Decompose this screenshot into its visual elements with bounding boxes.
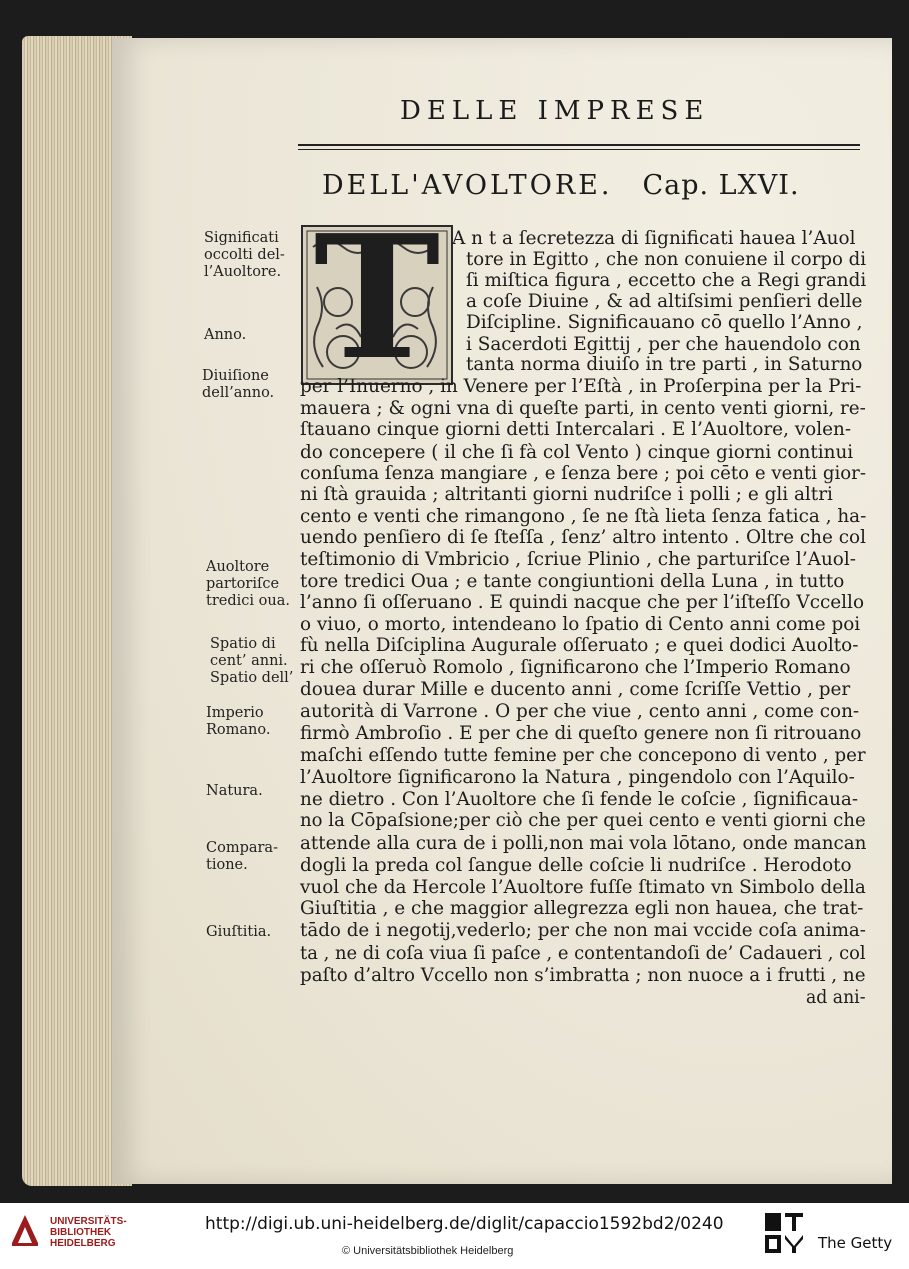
margin-note-line: Romano. (206, 722, 271, 738)
body-line: douea durar Mille e ducento anni , come ſcriſſe Vettio , per (300, 679, 851, 700)
margin-note-line: Natura. (206, 783, 263, 799)
margin-note (206, 559, 290, 610)
body-line: uendo penſiero di ſe ſteſſa , ſenz’ altro intento . Oltre che col (300, 527, 866, 548)
university-logo-icon[interactable] (10, 1213, 40, 1247)
body-line: maſchi eſſendo tutte femine per che concepono di vento , per (300, 745, 866, 766)
body-line: conſuma ſenza mangiare , e ſenza bere ; poi cēto e venti gior- (300, 463, 866, 484)
body-line: o viuo, o morto, intendeano lo ſpatio di Cento anni come poi (300, 614, 861, 635)
body-line: ne dietro . Con l’Auoltore che ſi fende le coſcie , ſignificaua- (300, 789, 859, 810)
body-line: do concepere ( il che ſi fà col Vento ) cinque giorni continui (300, 442, 854, 463)
body-line: ta , ne di coſa viua ſi paſce , e contentandoſi de’ Cadaueri , col (300, 943, 866, 964)
copyright-notice: © Universitätsbibliothek Heidelberg (342, 1245, 514, 1257)
university-name-line-3: HEIDELBERG (50, 1238, 116, 1249)
margin-note-line: Imperio (206, 705, 264, 721)
body-line: per l’Inuerno , in Venere per l’Eſtà , in Proſerpina per la Pri- (300, 376, 862, 397)
body-line: cento e venti che rimangono , ſe ne ſtà lieta ſenza fatica , ha- (300, 506, 867, 527)
body-line: ſtauano cinque giorni detti Intercalari . E l’Auoltore, volen- (300, 419, 852, 440)
body-line: no la Cōpaſsione;per ciò che per quei cento e venti giorni che (300, 810, 866, 831)
margin-note (206, 705, 270, 739)
body-line: A n t a ſecretezza di ſignificati hauea l’Auol (452, 228, 856, 249)
body-line: paſto d’altro Vccello non s’imbratta ; non nuoce a i frutti , ne (300, 965, 866, 986)
partner-name[interactable]: The Getty (818, 1234, 893, 1252)
body-line: l’Auoltore ſignificarono la Natura , pingendolo con l’Aquilo- (300, 767, 855, 788)
body-line: vuol che da Hercole l’Auoltore fuſſe ſtimato vn Simbolo della (300, 877, 866, 898)
margin-note (210, 636, 293, 687)
margin-note-line: Anno. (204, 327, 247, 343)
header-rule (298, 144, 860, 146)
initial-letter: T (313, 225, 441, 385)
body-line: ri che oſſeruò Romolo , ſignificarono che l’Imperio Romano (300, 657, 851, 678)
margin-note-line: Spatio di (210, 636, 276, 652)
margin-note-line: tredici oua. (206, 593, 290, 609)
margin-note-line: Significati (204, 230, 279, 246)
body-line: firmò Ambroſio . E per che di queſto genere non ſi ritrouano (300, 723, 862, 744)
body-line: ſi miſtica figura , eccetto che a Regi grandi (466, 270, 867, 291)
university-name-line-1: UNIVERSITÄTS- (50, 1216, 127, 1227)
body-line: tore in Egitto , che non conuiene il corpo di (466, 249, 867, 270)
running-head: DELLE IMPRESE (400, 96, 710, 126)
body-line: l’anno ſi oſſeruano . E quindi nacque che per l’iſteſſo Vccello (300, 592, 865, 613)
body-line: Diſcipline. Significauano cō quello l’Anno , (466, 312, 863, 333)
header-rule-thin (298, 149, 860, 150)
university-name[interactable] (50, 1216, 127, 1249)
body-line: i Sacerdoti Egittij , per che hauendolo con (466, 334, 861, 355)
margin-note-line: Giuſtitia. (206, 924, 272, 940)
body-line: ni ſtà grauida ; altritanti giorni nudriſce i polli ; e gli altri (300, 484, 833, 505)
margin-note-line: Auoltore (206, 559, 270, 575)
margin-note-line: Diuiſione (202, 368, 269, 384)
university-name-line-2: BIBLIOTHEK (50, 1227, 112, 1238)
body-line: tore tredici Oua ; e tante congiuntioni della Luna , in tutto (300, 571, 845, 592)
body-line: dogli la preda col ſangue delle coſcie li nudriſce . Herodoto (300, 855, 852, 876)
margin-note (206, 783, 263, 800)
chapter-heading (322, 170, 800, 201)
chapter-title: DELL'AVOLTORE. (322, 170, 613, 201)
margin-note-line: Spatio dell’ (210, 670, 294, 686)
chapter-number: Cap. LXVI. (642, 170, 800, 201)
margin-note-line: Compara- (206, 840, 278, 856)
body-line: mauera ; & ogni vna di queſte parti, in cento venti giorni, re- (300, 398, 866, 419)
body-line: attende alla cura de i polli,non mai vola lōtano, onde mancan (300, 833, 867, 854)
body-line: tādo de i negotij,vederlo; per che non mai vccide coſa anima- (300, 920, 866, 941)
margin-note (202, 368, 274, 402)
margin-note-line: dell’anno. (202, 385, 275, 401)
margin-note (206, 924, 271, 941)
margin-note-line: tione. (206, 857, 248, 873)
body-line: Giuſtitia , e che maggior allegrezza egli non hauea, che trat- (300, 898, 864, 919)
margin-note-line: l’Auoltore. (204, 264, 282, 280)
margin-note (204, 230, 285, 281)
margin-note-line: cent’ anni. (210, 653, 288, 669)
margin-note (206, 840, 278, 874)
catchword: ad ani- (806, 987, 866, 1008)
getty-logo-icon[interactable] (764, 1212, 804, 1254)
body-line: tanta norma diuiſo in tre parti , in Saturno (466, 354, 863, 375)
body-line: fù nella Diſciplina Augurale oſſeruato ; e quei dodici Auolto- (300, 635, 859, 656)
permalink-url[interactable]: http://digi.ub.uni-heidelberg.de/diglit/capaccio1592bd2/0240 (205, 1214, 724, 1234)
margin-note-line: partoriſce (206, 576, 280, 592)
margin-note (204, 327, 246, 344)
body-line: autorità di Varrone . O per che viue , cento anni , come con- (300, 701, 860, 722)
body-line: teſtimonio di Vmbricio , ſcriue Plinio , che parturiſce l’Auol- (300, 549, 856, 570)
decorated-initial (301, 225, 453, 385)
body-line: a coſe Diuine , & ad altiſsimi penſieri delle (466, 291, 863, 312)
margin-note-line: occolti del- (204, 247, 285, 263)
